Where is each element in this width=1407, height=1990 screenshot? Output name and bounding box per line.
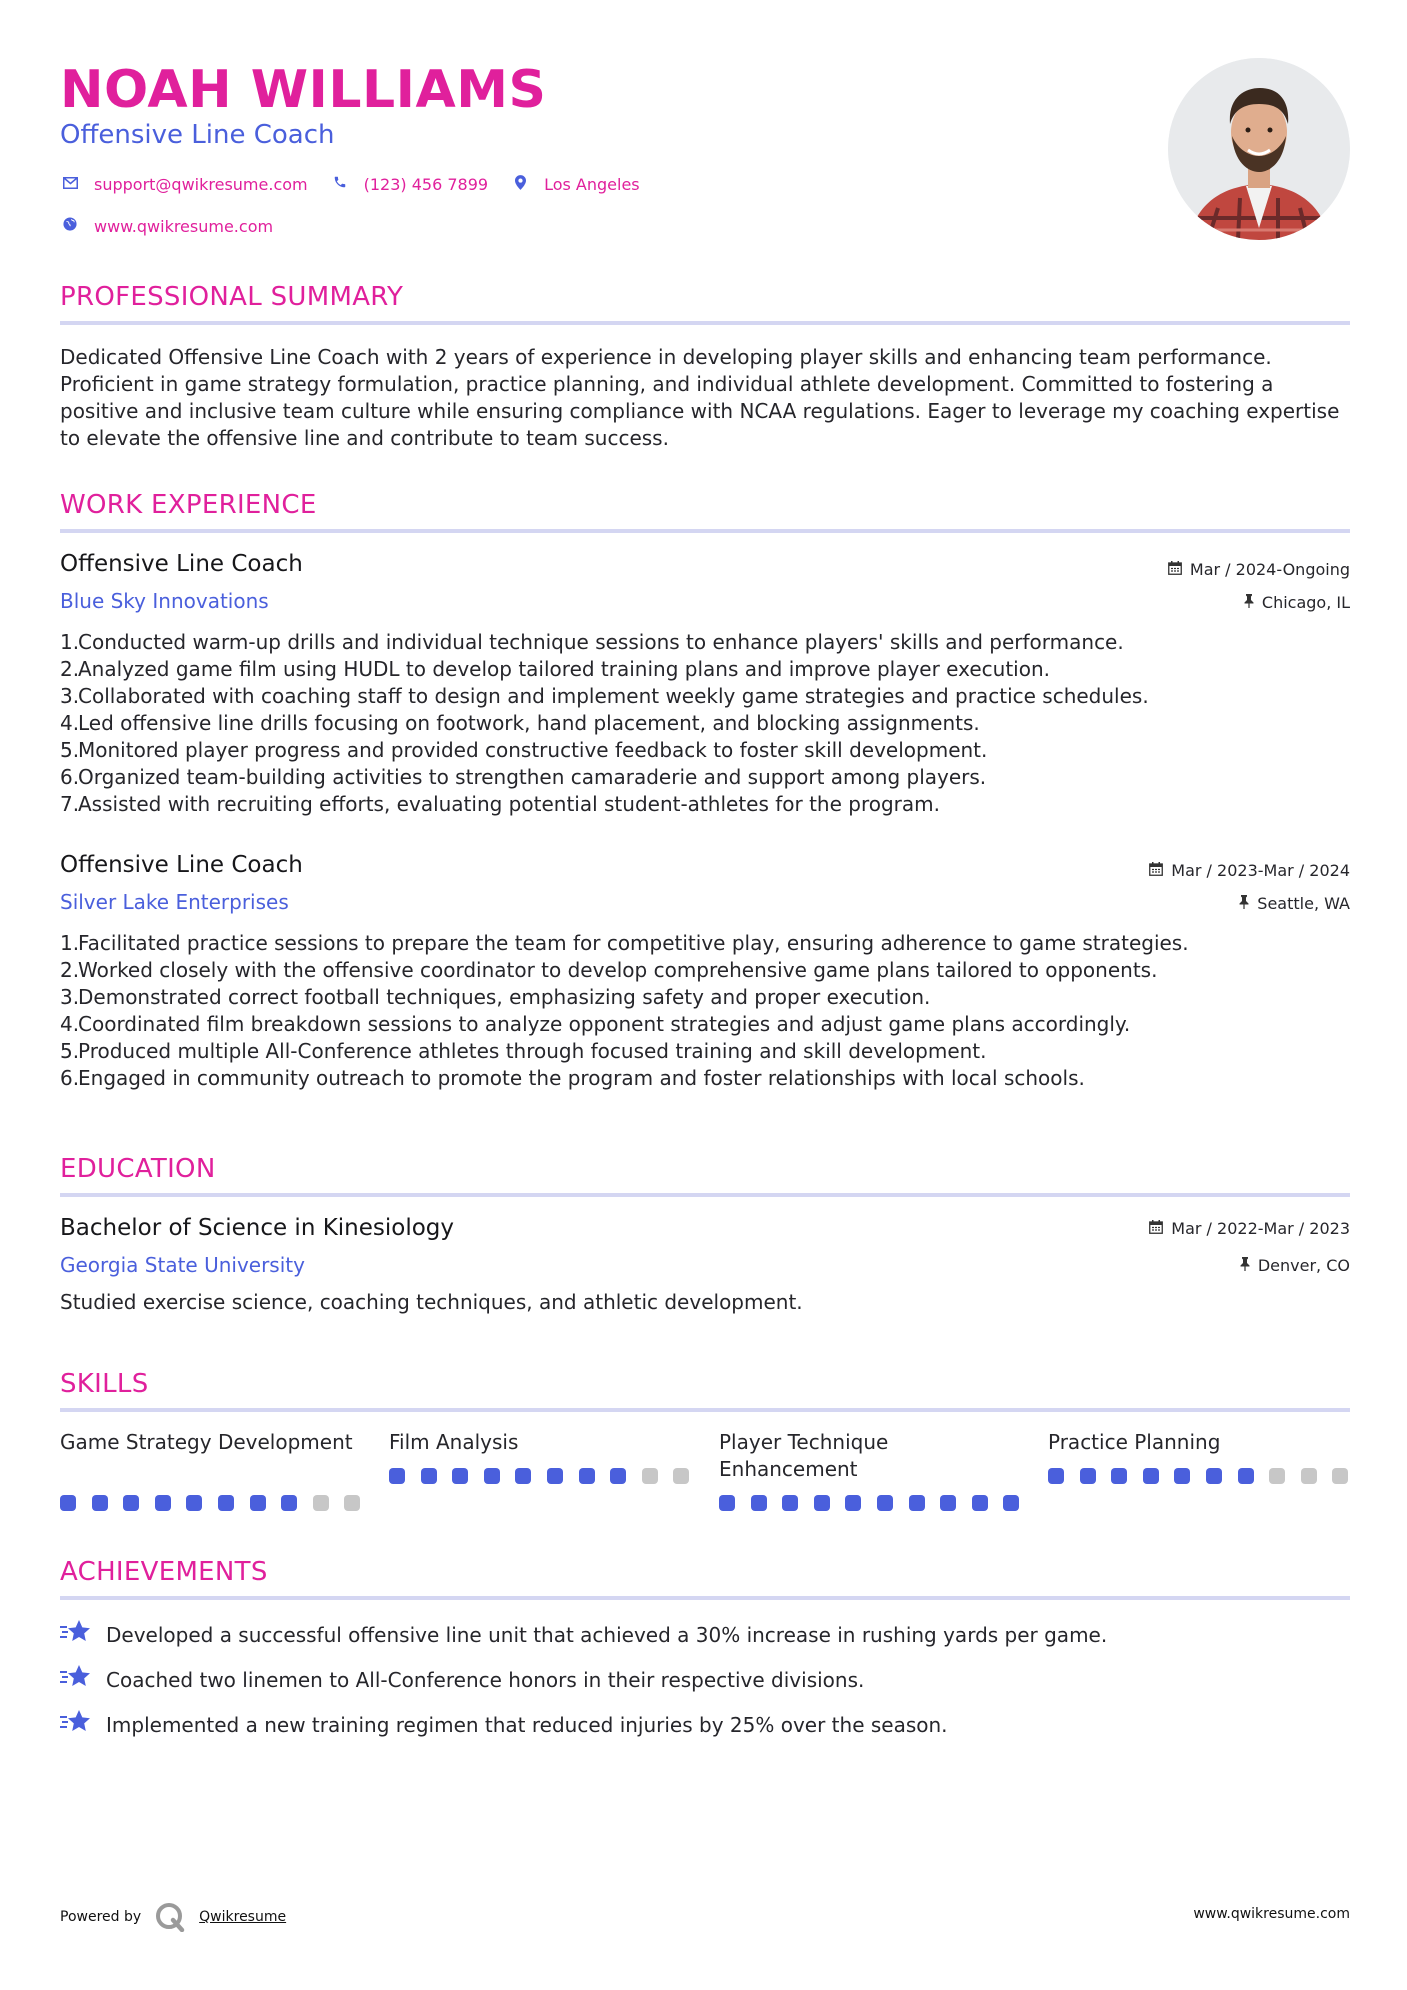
skill-dot-empty: [313, 1495, 329, 1511]
powered-by-label: Powered by: [60, 1909, 142, 1925]
phone-text: (123) 456 7899: [363, 174, 489, 194]
company-name: Blue Sky Innovations: [60, 589, 269, 613]
education-divider: [60, 1193, 1350, 1197]
skill-dot-filled: [515, 1468, 531, 1484]
job-location-text: Chicago, IL: [1261, 593, 1350, 612]
skill-dot-filled: [547, 1468, 563, 1484]
skill-dot-filled: [60, 1495, 76, 1511]
achievement-item: [60, 1709, 948, 1740]
pushpin-icon: [1239, 895, 1249, 913]
profile-photo: [1168, 58, 1350, 240]
calendar-icon: [1149, 862, 1163, 880]
skill-dot-filled: [1206, 1468, 1222, 1484]
list-item: 6.Engaged in community outreach to promote the program and foster relationships with local schools.: [60, 1066, 1085, 1090]
skill-dot-filled: [452, 1468, 468, 1484]
skill-dot-filled: [218, 1495, 234, 1511]
map-pin-icon: [510, 175, 530, 194]
skill-item: [389, 1429, 689, 1483]
education-heading: EDUCATION: [60, 1154, 216, 1184]
skill-dot-filled: [782, 1495, 798, 1511]
pushpin-icon: [1244, 594, 1254, 612]
list-item: 3.Demonstrated correct football techniques, emphasizing safety and proper execution.: [60, 985, 931, 1009]
skill-dot-filled: [610, 1468, 626, 1484]
job-bullets: [60, 629, 1355, 818]
skill-rating: [60, 1495, 376, 1511]
skill-item: [60, 1429, 360, 1483]
star-icon: [60, 1709, 94, 1740]
achievements-heading: ACHIEVEMENTS: [60, 1557, 268, 1587]
school-name: Georgia State University: [60, 1253, 305, 1277]
list-item: 2.Worked closely with the offensive coordinator to develop comprehensive game plans tailored to opponents.: [60, 958, 1158, 982]
skill-dot-filled: [1111, 1468, 1127, 1484]
contact-block: [60, 172, 662, 256]
skill-dot-filled: [186, 1495, 202, 1511]
skill-rating: [719, 1495, 1035, 1511]
job-location: [1239, 894, 1350, 913]
list-item: 6.Organized team-building activities to strengthen camaraderie and support among players.: [60, 765, 987, 789]
list-item: 5.Monitored player progress and provided constructive feedback to foster skill development.: [60, 738, 988, 762]
skill-dot-filled: [250, 1495, 266, 1511]
phone-icon: [330, 175, 350, 193]
list-item: 5.Produced multiple All-Conference athletes through focused training and skill development.: [60, 1039, 987, 1063]
list-item: 7.Assisted with recruiting efforts, evaluating potential student-athletes for the program.: [60, 792, 941, 816]
skill-dot-filled: [877, 1495, 893, 1511]
star-icon: [60, 1664, 94, 1695]
job-dates: [1149, 861, 1350, 880]
skill-dot-filled: [579, 1468, 595, 1484]
skill-item: [1048, 1429, 1348, 1483]
skill-name: Player Technique Enhancement: [719, 1430, 889, 1481]
job-dates: [1168, 560, 1350, 579]
skill-dot-filled: [123, 1495, 139, 1511]
contact-location: [510, 175, 640, 194]
skill-dot-filled: [421, 1468, 437, 1484]
skill-name: Game Strategy Development: [60, 1430, 353, 1454]
experience-divider: [60, 529, 1350, 533]
skill-dot-filled: [1143, 1468, 1159, 1484]
skill-dot-empty: [344, 1495, 360, 1511]
skill-dot-filled: [389, 1468, 405, 1484]
pushpin-icon: [1240, 1257, 1250, 1275]
achievement-item: [60, 1619, 1107, 1650]
calendar-icon: [1149, 1220, 1163, 1238]
education-dates-text: Mar / 2022-Mar / 2023: [1171, 1219, 1350, 1238]
skill-dot-filled: [751, 1495, 767, 1511]
education-location-text: Denver, CO: [1257, 1256, 1350, 1275]
qwikresume-logo-icon: [155, 1902, 185, 1932]
website-text: www.qwikresume.com: [94, 216, 274, 236]
job-dates-text: Mar / 2023-Mar / 2024: [1171, 861, 1350, 880]
list-item: 1.Facilitated practice sessions to prepare the team for competitive play, ensuring adherence to game strategies.: [60, 931, 1189, 955]
star-icon: [60, 1619, 94, 1650]
list-item: 4.Led offensive line drills focusing on footwork, hand placement, and blocking assignments.: [60, 711, 980, 735]
contact-website[interactable]: [60, 217, 273, 236]
skills-heading: SKILLS: [60, 1369, 149, 1399]
contact-row-primary: [60, 172, 662, 196]
education-description: Studied exercise science, coaching techniques, and athletic development.: [60, 1290, 803, 1314]
job-location: [1244, 593, 1350, 612]
skill-rating: [1048, 1468, 1364, 1484]
skill-dot-filled: [972, 1495, 988, 1511]
skill-dot-filled: [940, 1495, 956, 1511]
job-title: Offensive Line Coach: [60, 551, 303, 577]
skill-item: [719, 1429, 1019, 1483]
skill-dot-filled: [719, 1495, 735, 1511]
envelope-icon: [60, 175, 80, 193]
skill-dot-filled: [155, 1495, 171, 1511]
summary-text: Dedicated Offensive Line Coach with 2 years of experience in developing player skills and enhancing team performance. Proficient in game strategy formulation, practice planning, and individual athlete development. Committed to fostering a positive and inclusive team culture while ensuring compliance with NCAA regulations. Eager to leverage my coaching expertise to elevate the offensive line and contribute to team success.: [60, 345, 1340, 450]
achievements-divider: [60, 1596, 1350, 1600]
education-dates: [1149, 1219, 1350, 1238]
achievement-item: [60, 1664, 864, 1695]
skill-dot-filled: [845, 1495, 861, 1511]
skill-dot-empty: [1301, 1468, 1317, 1484]
list-item: 4.Coordinated film breakdown sessions to analyze opponent strategies and adjust game plans accordingly.: [60, 1012, 1131, 1036]
skill-dot-filled: [1238, 1468, 1254, 1484]
globe-icon: [60, 217, 80, 235]
skill-dot-filled: [814, 1495, 830, 1511]
degree-title: Bachelor of Science in Kinesiology: [60, 1215, 455, 1241]
skill-dot-filled: [1048, 1468, 1064, 1484]
company-name: Silver Lake Enterprises: [60, 890, 289, 914]
brand-link[interactable]: Qwikresume: [199, 1909, 287, 1925]
contact-email[interactable]: [60, 175, 308, 194]
location-text: Los Angeles: [544, 174, 640, 194]
summary-heading: PROFESSIONAL SUMMARY: [60, 282, 404, 312]
skill-rating: [389, 1468, 705, 1484]
job-dates-text: Mar / 2024-Ongoing: [1189, 560, 1350, 579]
skill-dot-filled: [1003, 1495, 1019, 1511]
calendar-icon: [1168, 561, 1182, 579]
skill-dot-filled: [909, 1495, 925, 1511]
skill-dot-empty: [642, 1468, 658, 1484]
achievement-text: Coached two linemen to All-Conference honors in their respective divisions.: [106, 1667, 865, 1692]
summary-divider: [60, 321, 1350, 325]
list-item: 1.Conducted warm-up drills and individual technique sessions to enhance players' skills and performance.: [60, 630, 1124, 654]
skill-name: Practice Planning: [1048, 1430, 1221, 1454]
skills-divider: [60, 1408, 1350, 1412]
contact-row-secondary: [60, 214, 662, 238]
contact-phone[interactable]: [330, 175, 488, 194]
candidate-role: Offensive Line Coach: [60, 120, 335, 150]
experience-heading: WORK EXPERIENCE: [60, 490, 317, 520]
job-location-text: Seattle, WA: [1257, 894, 1350, 913]
skill-dot-filled: [1080, 1468, 1096, 1484]
footer-powered-by: [60, 1902, 286, 1932]
candidate-name: NOAH WILLIAMS: [60, 60, 547, 120]
education-location: [1240, 1256, 1350, 1275]
job-title: Offensive Line Coach: [60, 852, 303, 878]
list-item: 3.Collaborated with coaching staff to design and implement weekly game strategies and practice schedules.: [60, 684, 1149, 708]
achievement-text: Developed a successful offensive line unit that achieved a 30% increase in rushing yards per game.: [106, 1622, 1108, 1647]
skill-dot-filled: [484, 1468, 500, 1484]
achievement-text: Implemented a new training regimen that reduced injuries by 25% over the season.: [106, 1712, 948, 1737]
skill-dot-empty: [673, 1468, 689, 1484]
skill-dot-empty: [1269, 1468, 1285, 1484]
skill-dot-filled: [92, 1495, 108, 1511]
skill-name: Film Analysis: [389, 1430, 519, 1454]
list-item: 2.Analyzed game film using HUDL to develop tailored training plans and improve player execution.: [60, 657, 1051, 681]
skill-dot-filled: [1174, 1468, 1190, 1484]
skill-dot-empty: [1332, 1468, 1348, 1484]
job-bullets: [60, 930, 1355, 1092]
skill-dot-filled: [281, 1495, 297, 1511]
footer-website[interactable]: www.qwikresume.com: [1193, 1906, 1350, 1922]
email-text: support@qwikresume.com: [94, 174, 308, 194]
